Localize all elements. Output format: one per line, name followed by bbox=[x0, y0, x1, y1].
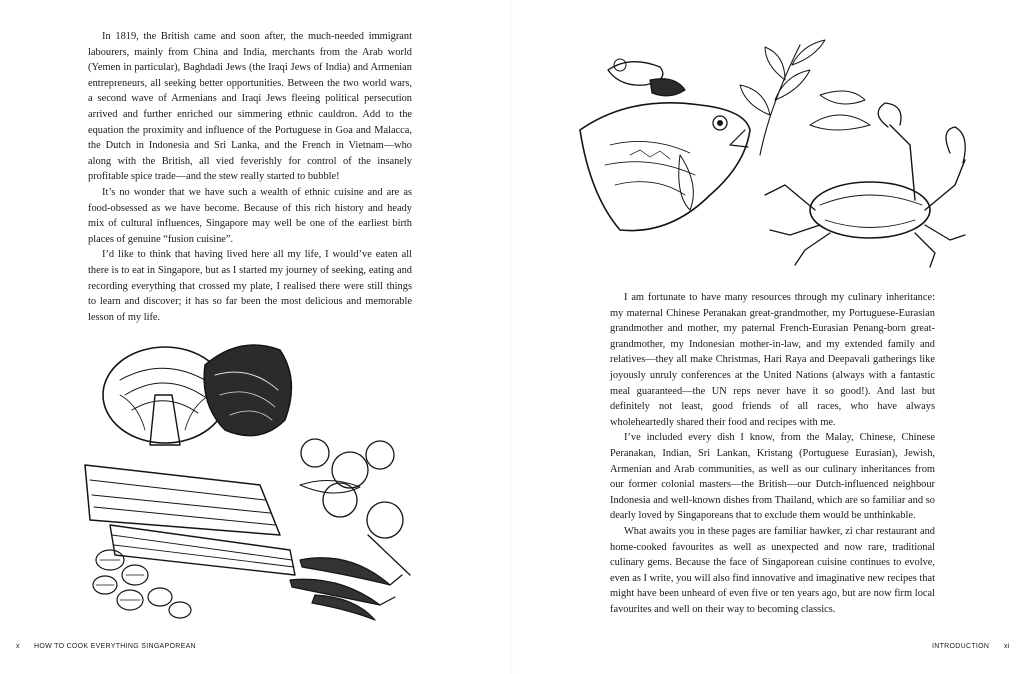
spice-balls-drawing bbox=[300, 439, 410, 575]
right-running-head: INTRODUCTION bbox=[932, 643, 990, 650]
left-food-illustration bbox=[50, 335, 450, 625]
page-gutter bbox=[511, 0, 513, 674]
pork-belly-drawing bbox=[85, 465, 295, 575]
crab-drawing bbox=[765, 103, 965, 267]
left-running-head: HOW TO COOK EVERYTHING SINGAPOREAN bbox=[34, 643, 196, 650]
left-paragraph-3: I’d like to think that having lived here all my life, I would’ve eaten all there is to eat in Singapore, but as I started my journey of seeking, eating and recording everything that crossed my plate, I realised there were still things to learn and discover; it has so far been the most delicious and memorable lesson of my life. bbox=[88, 249, 412, 323]
left-page-number: x bbox=[16, 643, 20, 650]
left-paragraph-2: It’s no wonder that we have such a wealth of ethnic cuisine and are as food-obsessed as we have become. Because of this rich history and heady mix of cultural influences, Singapore may well be one of the earliest birth places of genuine “fusion cuisine”. bbox=[88, 186, 412, 245]
cabbage-leaf-drawing bbox=[204, 345, 291, 436]
left-paragraph-1: In 1819, the British came and soon after, the much-needed immigrant labourers, mainly from China and India, merchants from the Arab world (Yemen in particular), Baghdadi Jews (the Iraqi Jews of India) and Armenian entrepreneurs, all seeking better opportunities. Between the two world wars, a second wave of Armenians and Iraqi Jews fleeing political persecution arrived and further enriched our simmering ethnic cauldron. Add to the equation the proximity and influence of the Portuguese in Goa and Malacca, the Dutch in Indonesia and Sri Lanka, and the French in Vietnam—who along with the British, all vied feverishly for control of the insanely profitable spice trade—and the stew really started to bubble! bbox=[88, 31, 412, 183]
right-paragraph-3: What awaits you in these pages are familiar hawker, zi char restaurant and home-cooked favourites as well as unexpected and now rare, traditional culinary gems. Because the face of Singaporean cuisine continues to evolve, even as I write, you will also find innovative and imaginative new recipes that might have been unheard of even five or ten years ago, but are now firm local favourites and well on their way to becoming classics. bbox=[610, 525, 935, 615]
chillies-drawing bbox=[290, 558, 402, 620]
tamarind-drawing bbox=[608, 59, 685, 96]
right-paragraph-2: I’ve included every dish I know, from the Malay, Chinese, Chinese Peranakan, Indian, Sri Lankan, Kristang (Portuguese Eurasian), Jewish, Armenian and Arab communities, as well as our culinary inheritances from our former colonial masters—the British—our Dutch-influenced neighbour Indonesia and well-known dishes from Thailand, which are so familiar and so dearly loved by Singaporeans that to exclude them would be unthinkable. bbox=[610, 432, 935, 522]
right-paragraph-1: I am fortunate to have many resources through my culinary inheritance: my maternal Chinese Peranakan great-grandmother, my Portuguese-Eurasian grandmother and mother, my paternal French-Eurasian Penang-born great-grandmother, my Indonesian mother-in-law, and my extended family and relatives—they all make Christmas, Hari Raya and Deepavali gatherings like joyously unruly conferences at the United Nations (always with a fantastic meal guaranteed—the UN reps never have it so good!). And last but definitely not least, good friends of all races, who have always wholeheartedly shared their food and recipes with me. bbox=[610, 292, 935, 428]
left-page-text bbox=[88, 29, 412, 325]
right-page-text bbox=[610, 290, 935, 617]
fish-head-drawing bbox=[580, 103, 750, 231]
right-page-number: xi bbox=[1004, 643, 1010, 650]
herb-sprig-drawing bbox=[740, 40, 870, 155]
cockles-drawing bbox=[93, 550, 191, 618]
right-food-illustration bbox=[570, 35, 980, 270]
